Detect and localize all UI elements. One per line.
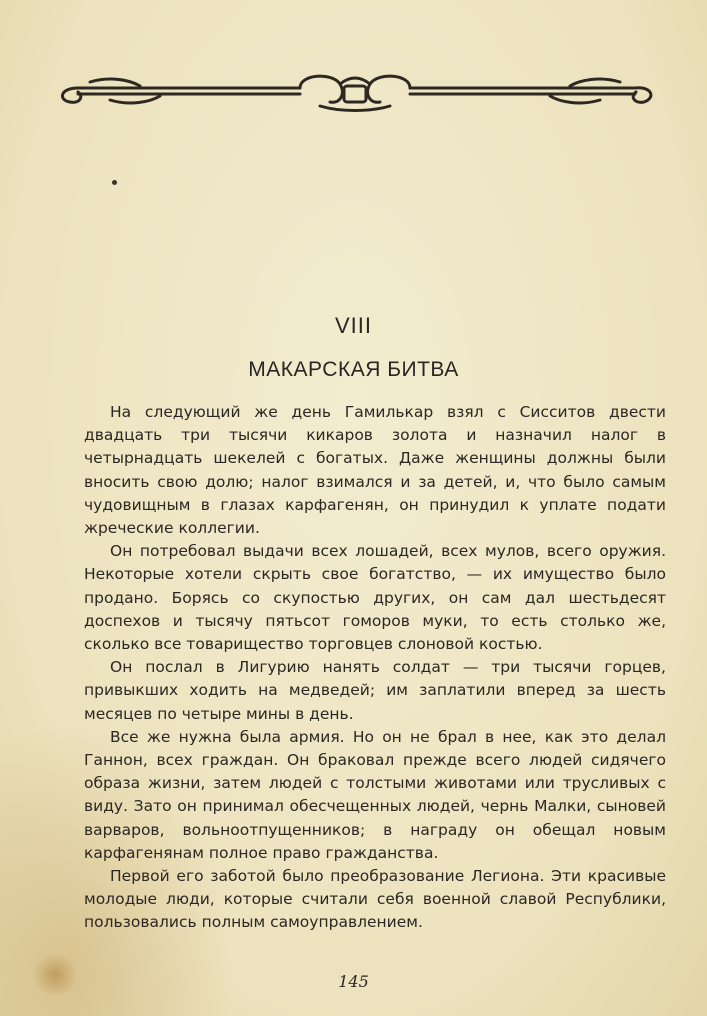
page-number: 145 — [338, 972, 369, 991]
decorative-header-ornament — [50, 66, 660, 114]
paragraph-2: Он потребовал выдачи всех лошадей, всех мулов, всего оружия. Некоторые хотели скрыть свое богатство, — их имущество было продано. Борясь со скупостью других, он сам дал шестьдесят доспехов и тысячу пятьсот гоморов муки, то есть столько же, сколько все товарищество торговцев слоновой костью. — [84, 542, 666, 654]
paragraph-3: Он послал в Лигурию нанять солдат — три тысячи горцев, привыкших ходить на медведей; им заплатили вперед за шесть месяцев по четыре мины в день. — [84, 658, 666, 723]
chapter-body — [84, 401, 666, 935]
paragraph-1: На следующий же день Гамилькар взял с Сисситов двести двадцать три тысячи кикаров золота и назначил налог в четырнадцать шекелей с богатых. Даже женщины должны были вносить свою долю; налог взимался и за детей, и, что было самым чудовищным в глазах карфагенян, он принудил к уплате подати жреческие коллегии. — [84, 403, 666, 538]
ink-speck — [112, 180, 117, 185]
ornament-flourish-icon — [50, 66, 660, 114]
paragraph-5: Первой его заботой было преобразование Легиона. Эти красивые молодые люди, которые считали себя военной славой Республики, пользовались полным самоуправлением. — [84, 867, 666, 932]
chapter-title: МАКАРСКАЯ БИТВА — [248, 358, 459, 381]
paragraph-4: Все же нужна была армия. Но он не брал в нее, как это делал Ганнон, всех граждан. Он браковал прежде всего людей сидячего образа жизни, затем людей с толстыми животами или трусливых с виду. Зато он принимал обесчещенных людей, чернь Малки, сыновей варваров, вольноотпущенников; в награду он обещал новым карфагенянам полное право гражданства. — [84, 727, 666, 862]
chapter-number: VIII — [334, 313, 372, 338]
